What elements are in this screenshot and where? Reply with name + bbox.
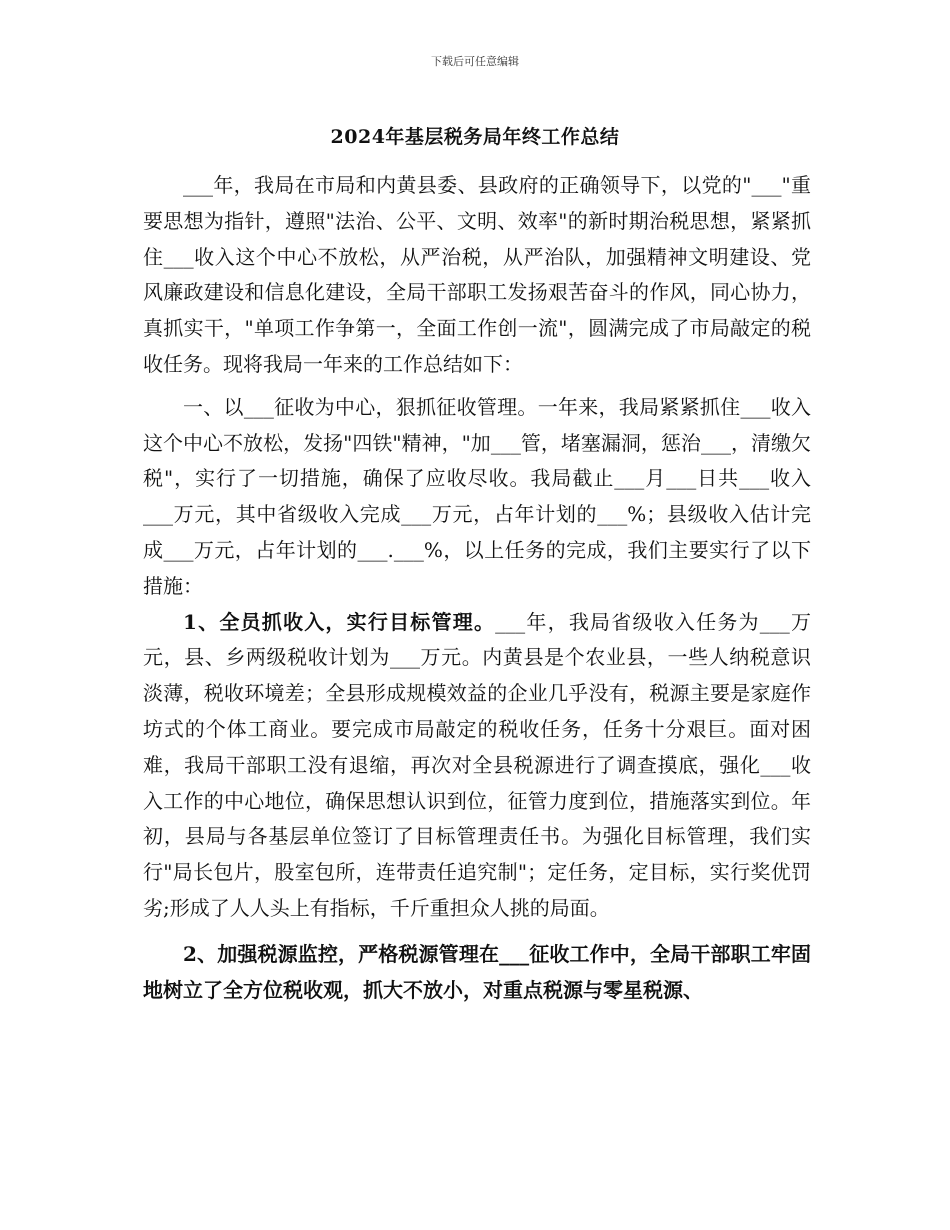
measure-1-heading: 1、全员抓收入，实行目标管理。 [183,609,496,634]
paragraph-section-1: 一、以___征收为中心，狠抓征收管理。一年来，我局紧紧抓住___收入这个中心不放松，发扬"四铁"精神，"加___管，堵塞漏洞，惩治___，清缴欠税"，实行了一切措施，确保了应收尽收。我局截止___月___日共___收入___万元，其中省级收入完成___万元，占年计划的___%；县级收入估计完成___万元，占年计划的___.___%，以上任务的完成，我们主要实行了以下措施： [143,394,811,598]
measure-1-text: ___年，我局省级收入任务为___万元，县、乡两级税收计划为___万元。内黄县是个农业县，一些人纳税意识淡薄，税收环境差；全县形成规模效益的企业几乎没有，税源主要是家庭作坊式的个体工商业。要完成市局敲定的税收任务，任务十分艰巨。面对困难，我局干部职工没有退缩，再次对全县税源进行了调查摸底，强化___收入工作的中心地位，确保思想认识到位，征管力度到位，措施落实到位。年初，县局与各基层单位签订了目标管理责任书。为强化目标管理，我们实行"局长包片，股室包所，连带责任追究制"；定任务，定目标，实行奖优罚劣;形成了人人头上有指标，千斤重担众人挑的局面。 [143,609,811,920]
paragraph-measure-1 [143,605,811,927]
header-note: 下载后可任意编辑 [431,55,519,68]
paragraph-intro: ___年，我局在市局和内黄县委、县政府的正确领导下，以党的"___"重要思想为指针，遵照"法治、公平、文明、效率"的新时期治税思想，紧紧抓住___收入这个中心不放松，从严治税，从严治队，加强精神文明建设、党风廉政建设和信息化建设，全局干部职工发扬艰苦奋斗的作风，同心协力，真抓实干，"单项工作争第一，全面工作创一流"，圆满完成了市局敲定的税收任务。现将我局一年来的工作总结如下： [143,173,811,376]
document-title: 2024年基层税务局年终工作总结 [330,126,620,148]
paragraph-measure-2: 2、加强税源监控，严格税源管理在___征收工作中，全局干部职工牢固地树立了全方位税收观，抓大不放小，对重点税源与零星税源、 [143,941,811,1002]
document-body [143,168,811,1008]
